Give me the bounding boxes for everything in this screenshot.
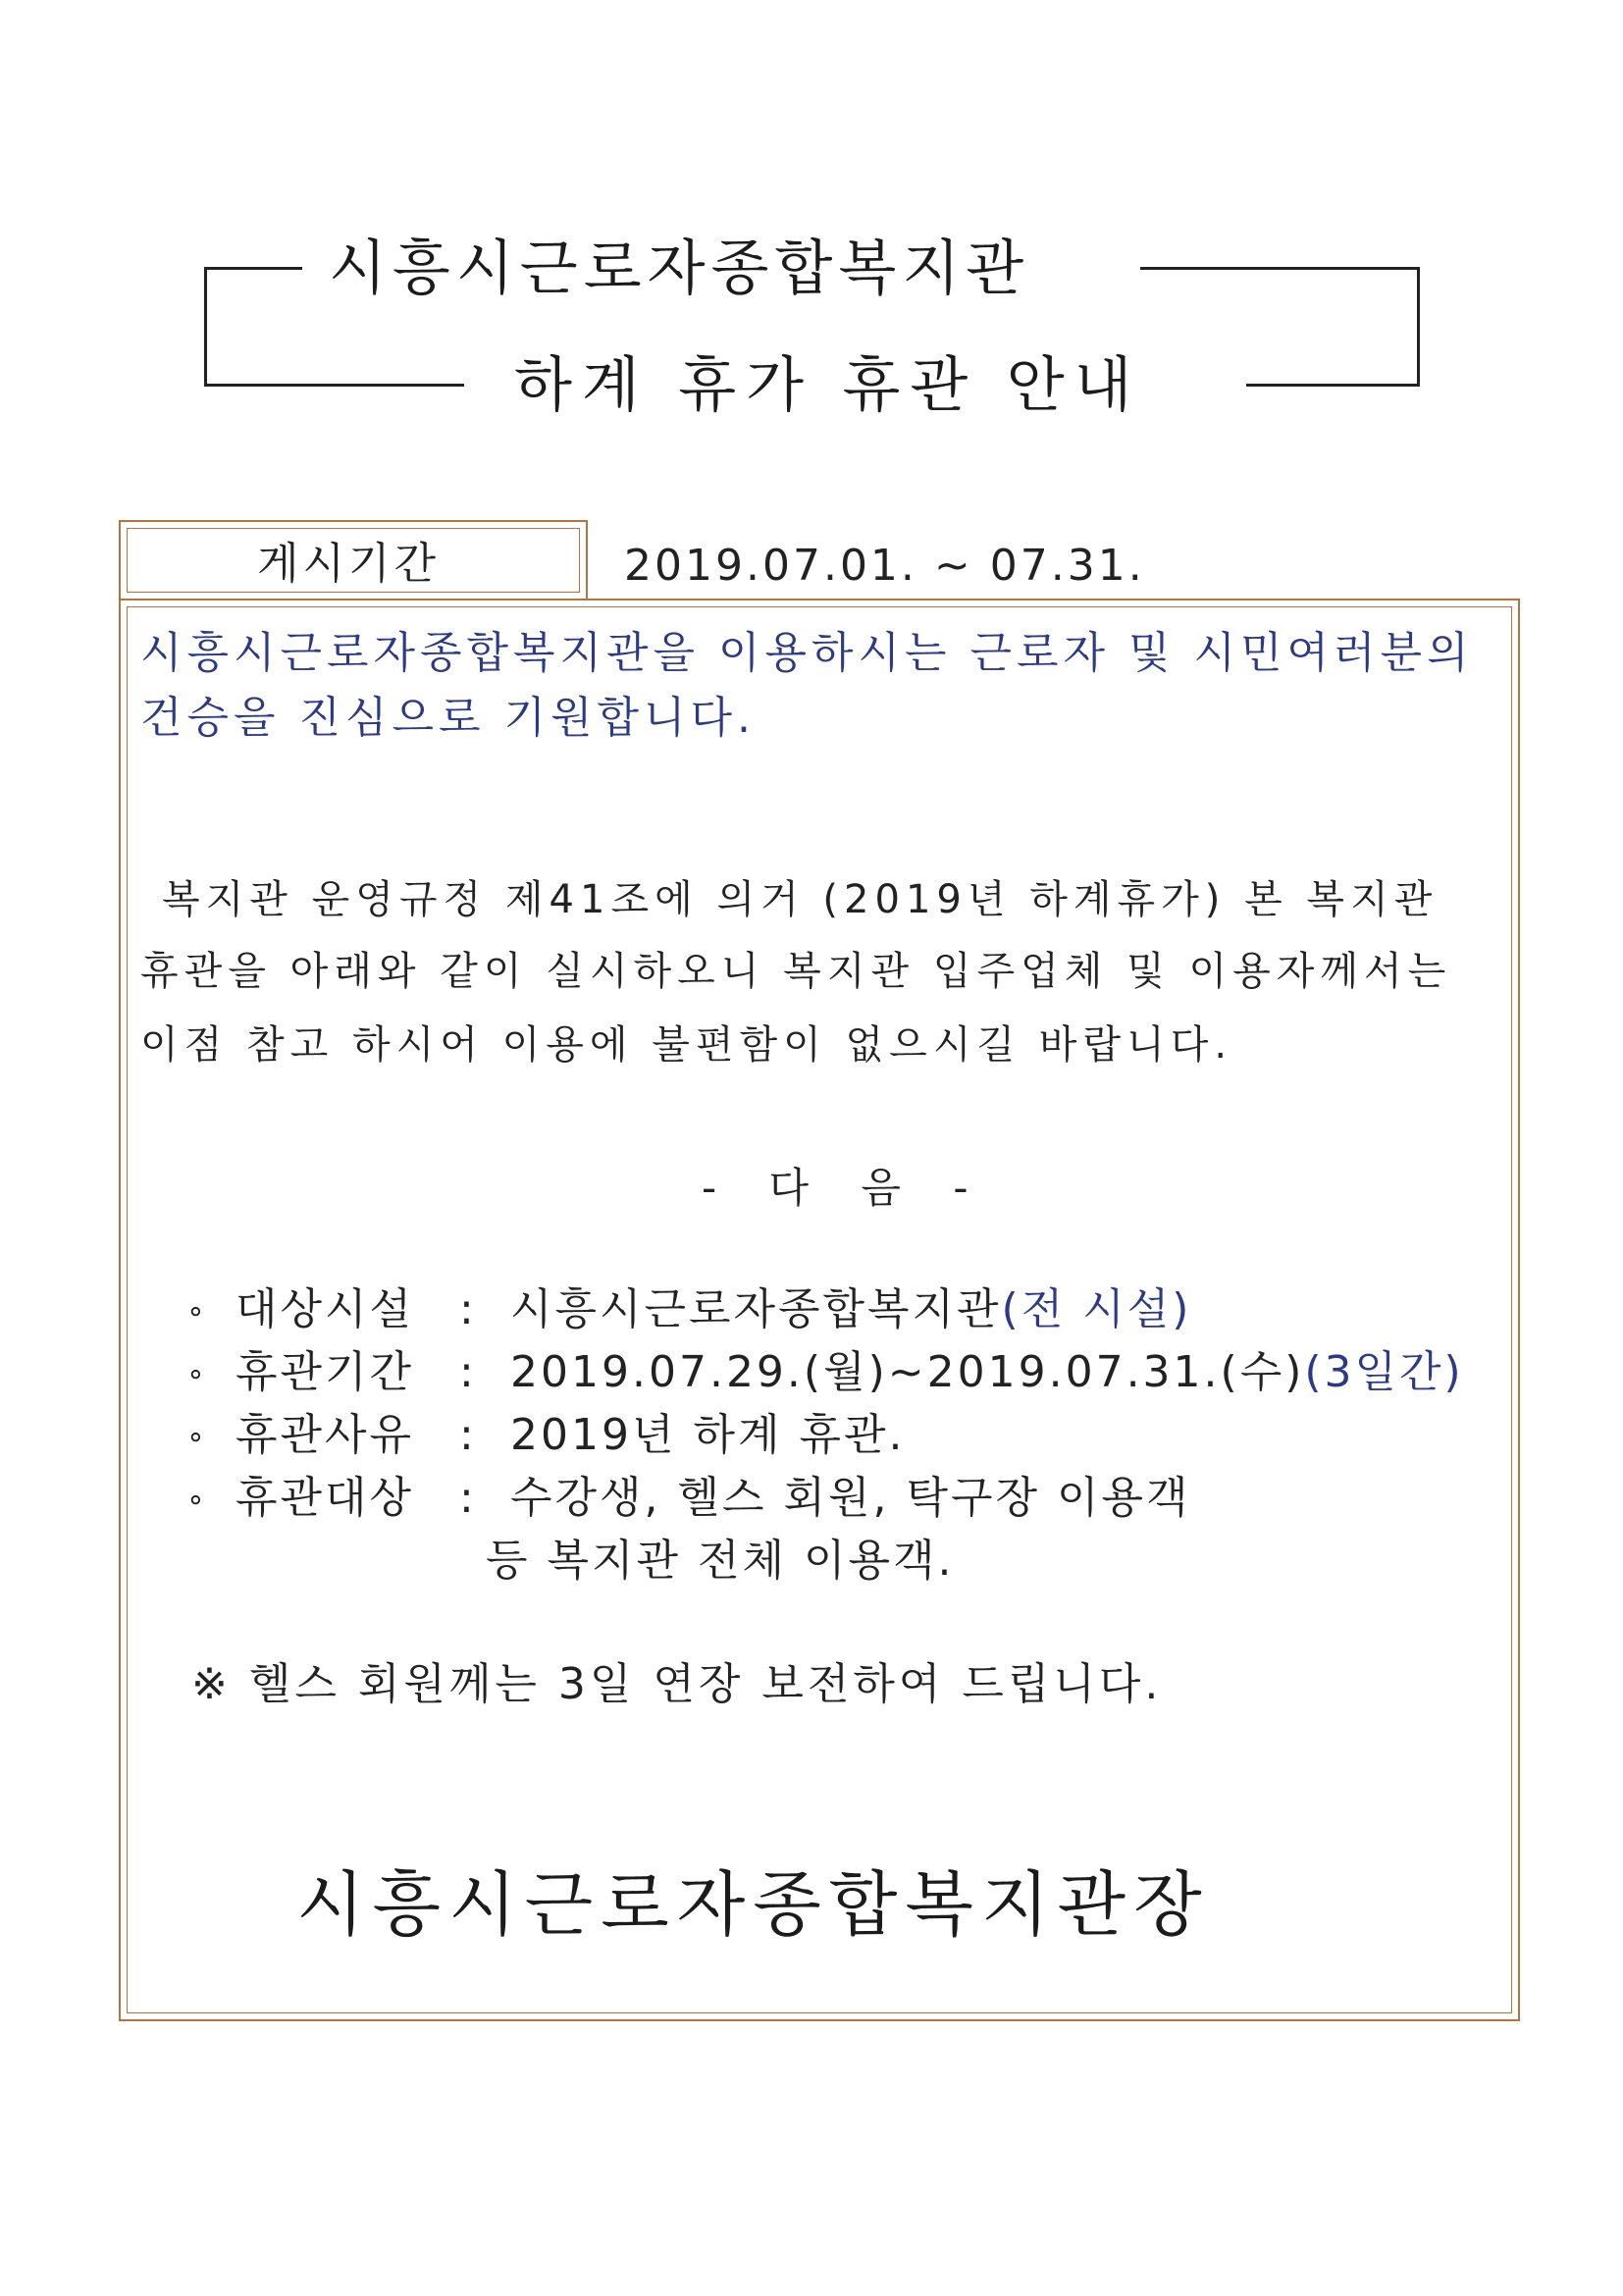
detail-label: 휴관사유 bbox=[236, 1410, 415, 1460]
detail-label: 휴관기간 bbox=[236, 1347, 415, 1397]
detail-item-period bbox=[186, 1347, 1464, 1397]
detail-item-target-continued: 등 복지관 전체 이용객. bbox=[486, 1536, 955, 1586]
title-frame-top-right-line bbox=[1140, 267, 1420, 270]
detail-value: 시흥시근로자종합복지관 bbox=[510, 1284, 1002, 1334]
detail-colon: : bbox=[459, 1473, 477, 1523]
posting-period-value: 2019.07.01. ~ 07.31. bbox=[624, 541, 1145, 591]
detail-value: 수강생, 헬스 회원, 탁구장 이용객 bbox=[510, 1473, 1191, 1523]
detail-value: 2019년 하계 휴관. bbox=[510, 1410, 906, 1460]
detail-colon: : bbox=[459, 1410, 477, 1460]
greeting-line-2: 건승을 진심으로 기원합니다. bbox=[140, 693, 757, 743]
bullet-icon: ∘ bbox=[186, 1420, 208, 1454]
detail-colon: : bbox=[459, 1347, 477, 1397]
detail-value: 2019.07.29.(월)~2019.07.31.(수) bbox=[510, 1347, 1305, 1397]
details-heading: - 다 음 - bbox=[702, 1164, 988, 1212]
document-title: 시흥시근로자종합복지관 bbox=[329, 234, 1030, 303]
detail-item-target bbox=[186, 1473, 1191, 1523]
posting-period-label: 게시기간 bbox=[257, 539, 441, 589]
document-subtitle: 하계 휴가 휴관 안내 bbox=[514, 350, 1142, 420]
title-frame-bottom-left-line bbox=[204, 384, 464, 387]
title-frame-bottom-right-line bbox=[1246, 384, 1420, 387]
detail-item-reason bbox=[186, 1410, 906, 1460]
detail-colon: : bbox=[459, 1284, 477, 1334]
detail-item-facility bbox=[186, 1284, 1192, 1334]
bullet-icon: ∘ bbox=[186, 1357, 208, 1391]
detail-highlight: (전 시설) bbox=[1001, 1284, 1192, 1334]
health-member-note: ※ 헬스 회원께는 3일 연장 보전하여 드립니다. bbox=[191, 1659, 1163, 1709]
title-frame-right-line bbox=[1417, 267, 1420, 387]
title-frame-left-line bbox=[204, 267, 207, 387]
title-frame-top-left-line bbox=[204, 267, 302, 270]
bullet-icon: ∘ bbox=[186, 1294, 208, 1329]
detail-label: 휴관대상 bbox=[236, 1473, 415, 1523]
body-line-1: 복지관 운영규정 제41조에 의거 (2019년 하계휴가) 본 복지관 bbox=[162, 877, 1439, 922]
bullet-icon: ∘ bbox=[186, 1483, 208, 1517]
body-line-2: 휴관을 아래와 같이 실시하오니 복지관 입주업체 및 이용자께서는 bbox=[140, 949, 1452, 994]
signature: 시흥시근로자종합복지관장 bbox=[296, 1863, 1210, 1946]
detail-highlight: (3일간) bbox=[1304, 1347, 1464, 1397]
detail-label: 대상시설 bbox=[236, 1284, 415, 1334]
greeting-line-1: 시흥시근로자종합복지관을 이용하시는 근로자 및 시민여러분의 bbox=[140, 628, 1474, 678]
body-line-3: 이점 참고 하시어 이용에 불편함이 없으시길 바랍니다. bbox=[140, 1022, 1233, 1068]
